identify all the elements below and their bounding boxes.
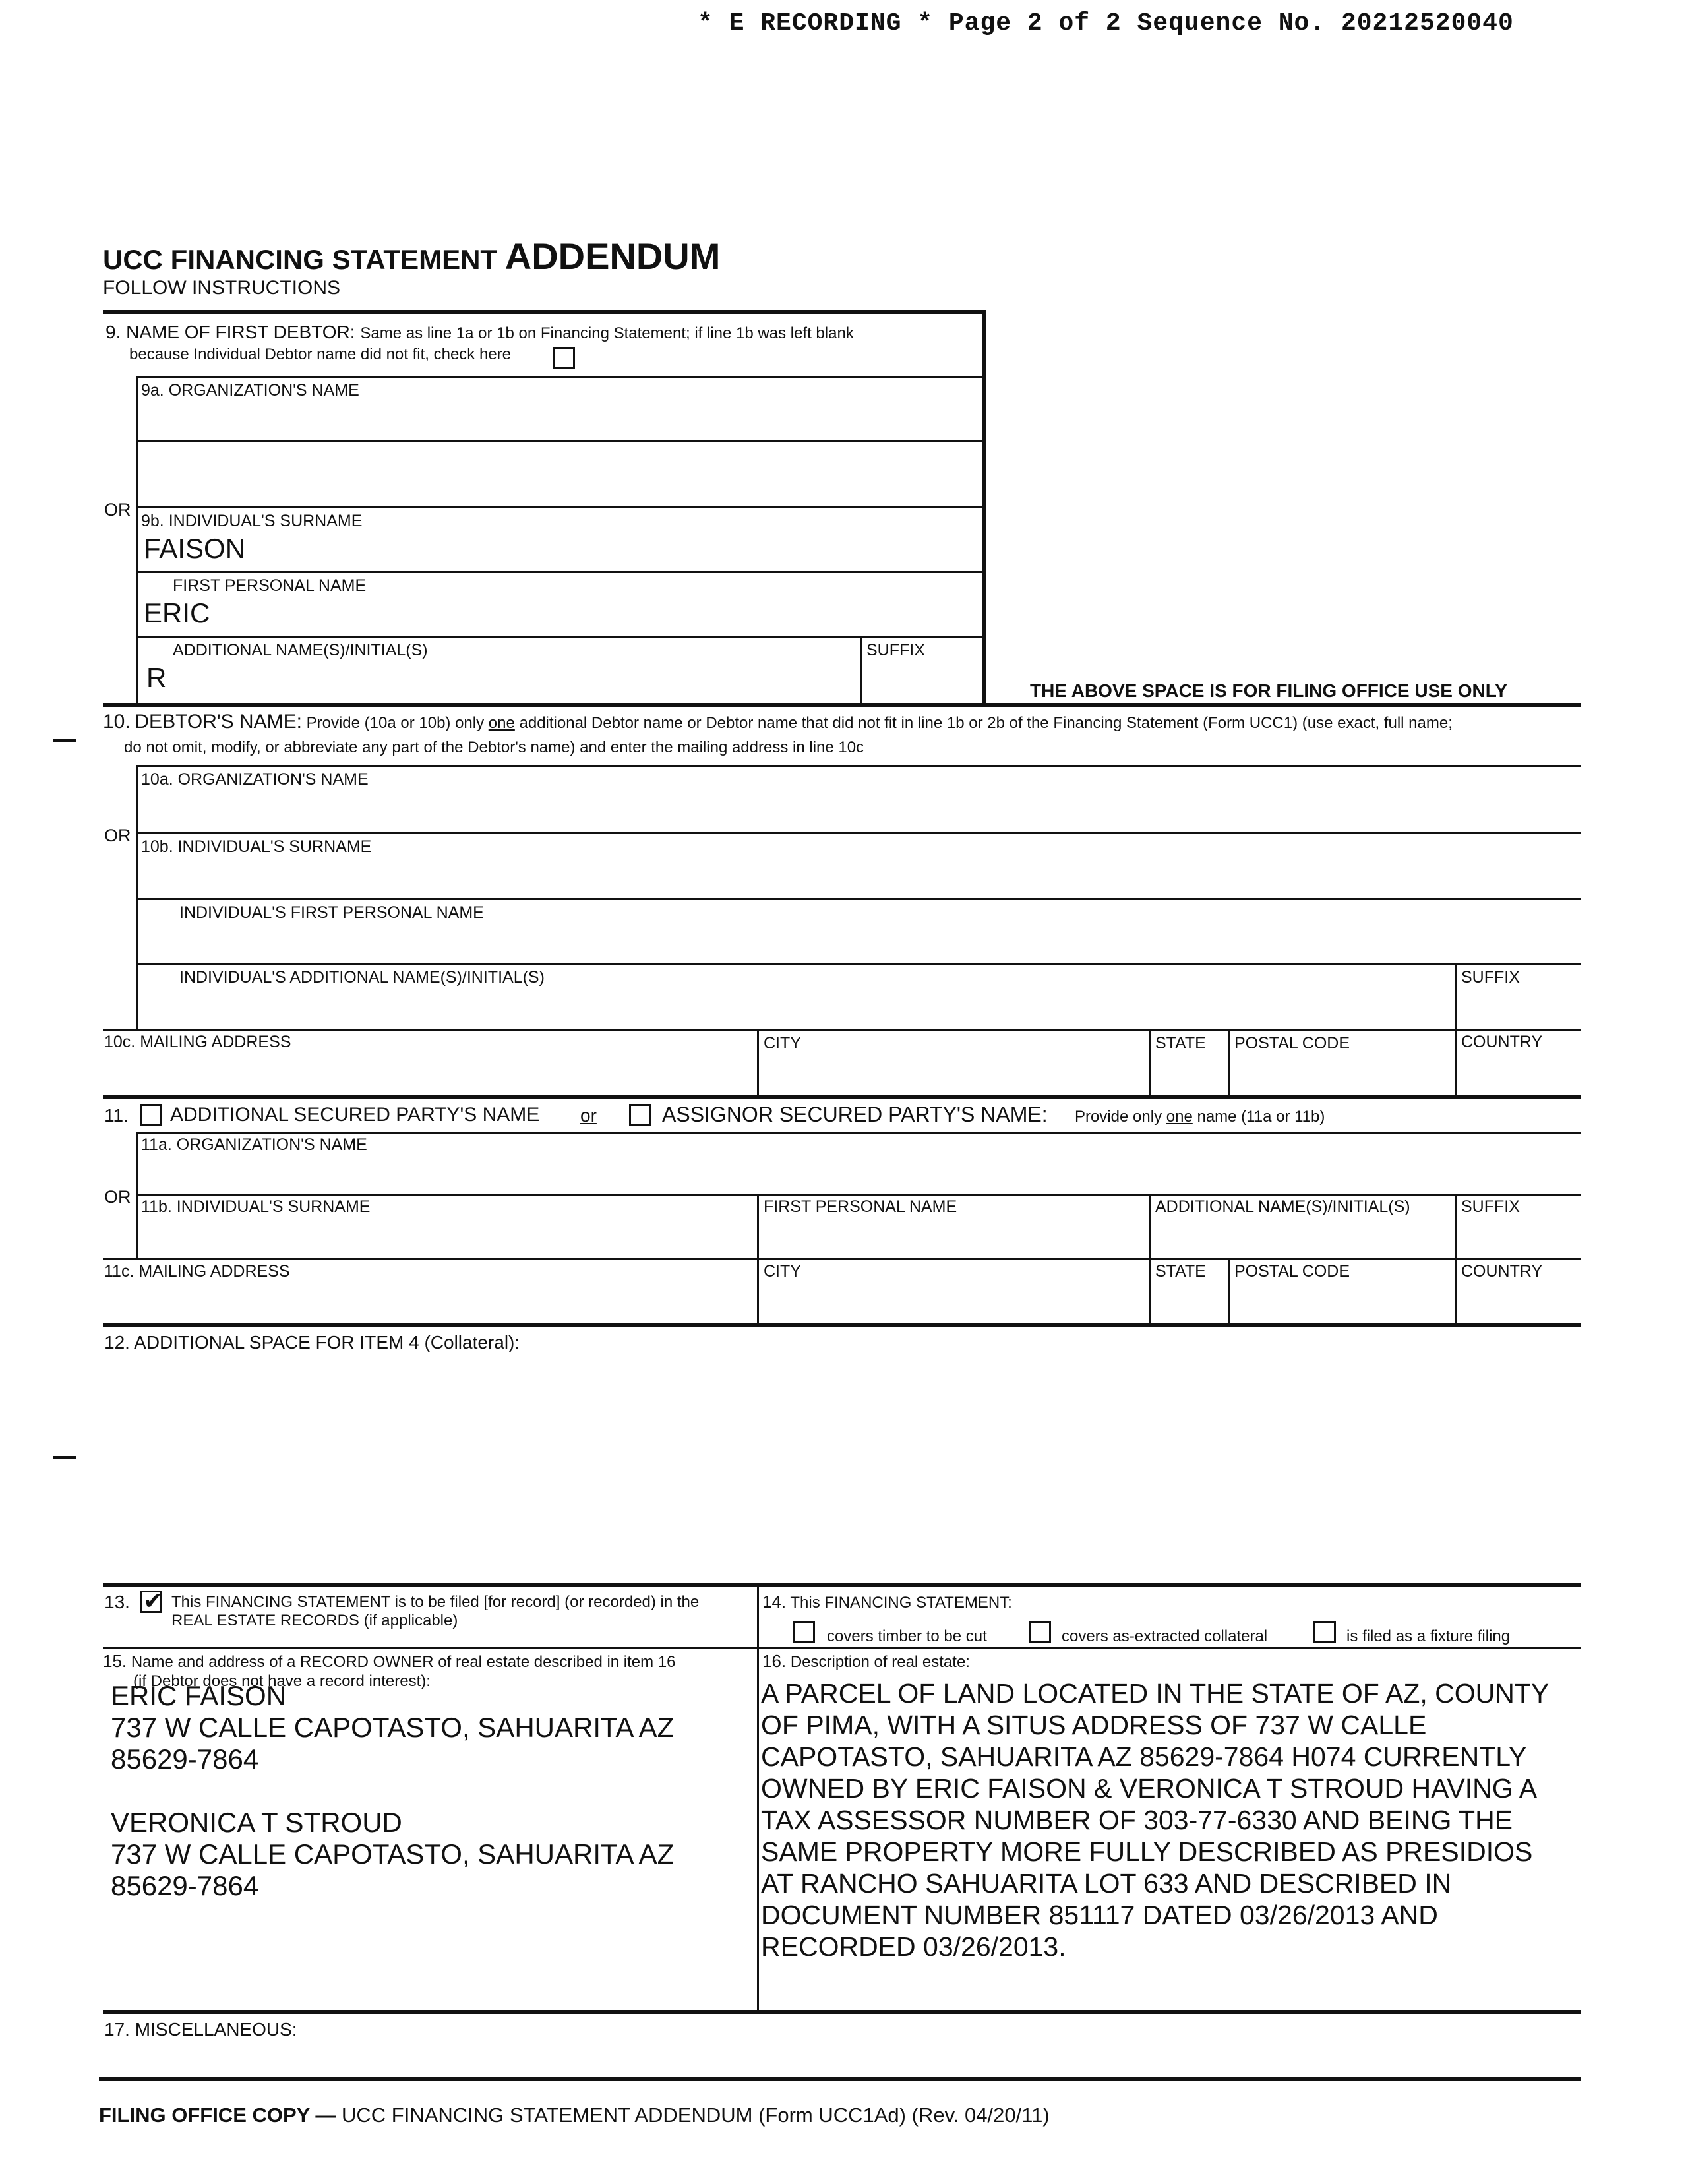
s11-additional-checkbox[interactable]	[140, 1104, 162, 1126]
s11-note	[1075, 1108, 1325, 1126]
s11-note-b: name (11a or 11b)	[1192, 1108, 1325, 1126]
s14-opt3: is filed as a fixture filing	[1346, 1627, 1511, 1645]
form-title-addendum: ADDENDUM	[504, 235, 721, 277]
s9b-surname-value: FAISON	[144, 533, 246, 564]
s9-or: OR	[104, 500, 131, 520]
s15-owners	[111, 1680, 674, 1902]
s9-line	[136, 636, 984, 638]
s9a-label: 9a. ORGANIZATION'S NAME	[141, 381, 359, 400]
s10-line1u: one	[488, 714, 515, 732]
s15-label	[103, 1651, 676, 1672]
s16-line: RECORDED 03/26/2013.	[761, 1931, 1066, 1962]
s13-top-border	[103, 1583, 1581, 1587]
s10-line	[136, 832, 1581, 834]
s15-owner1-addr2: 85629-7864	[111, 1744, 259, 1774]
s13-real-estate-checkbox[interactable]	[140, 1591, 162, 1613]
follow-instructions: FOLLOW INSTRUCTIONS	[103, 277, 341, 299]
s10-num: 10.	[103, 711, 131, 733]
s10-line	[136, 963, 1581, 965]
s11-note-a: Provide only	[1075, 1108, 1166, 1126]
s11-assignor-checkbox[interactable]	[629, 1104, 651, 1126]
s16-line: SAME PROPERTY MORE FULLY DESCRIBED AS PRESIDIOS	[761, 1836, 1533, 1867]
s10-country-divider	[1455, 1029, 1457, 1095]
s11-left-border	[136, 1132, 138, 1259]
s10-additional-label: INDIVIDUAL'S ADDITIONAL NAME(S)/INITIAL(S)	[179, 968, 545, 986]
s10c-label: 10c. MAILING ADDRESS	[104, 1033, 291, 1051]
s9-note: Same as line 1a or 1b on Financing Statement; if line 1b was left blank	[360, 324, 854, 342]
s11-num: 11.	[104, 1105, 129, 1126]
s16-line: AT RANCHO SAHUARITA LOT 633 AND DESCRIBED IN	[761, 1868, 1452, 1898]
s11-note-u: one	[1166, 1108, 1193, 1126]
s9-line	[136, 571, 984, 573]
s10-top-border	[103, 703, 1581, 707]
s9-additional-label: ADDITIONAL NAME(S)/INITIAL(S)	[173, 641, 428, 659]
s11-state-label: STATE	[1155, 1262, 1206, 1281]
s9-top-border	[103, 310, 986, 314]
s9-line	[136, 376, 984, 378]
s15-label-text: Name and address of a RECORD OWNER of real estate described in item 16	[131, 1653, 676, 1671]
s14-as-extracted-checkbox[interactable]	[1029, 1621, 1051, 1643]
s11-or-word: or	[580, 1105, 597, 1126]
s10-line2: do not omit, modify, or abbreviate any part of the Debtor's name) and enter the mailing address in line 10c	[124, 739, 864, 756]
s14-opt2: covers as-extracted collateral	[1062, 1627, 1268, 1645]
s10a-label: 10a. ORGANIZATION'S NAME	[141, 770, 369, 789]
s16-line: OWNED BY ERIC FAISON & VERONICA T STROUD HAVING A	[761, 1773, 1538, 1804]
s9-heading-label: 9. NAME OF FIRST DEBTOR:	[106, 322, 355, 342]
margin-mark	[53, 1456, 76, 1459]
s11-postal-divider	[1228, 1258, 1230, 1323]
s11-city-label: CITY	[764, 1262, 801, 1281]
s11-or: OR	[104, 1187, 131, 1207]
s10-suffix-divider	[1455, 963, 1457, 1030]
form-title-main: UCC FINANCING STATEMENT	[103, 244, 498, 275]
recording-header: * E RECORDING * Page 2 of 2 Sequence No. 20212520040	[698, 9, 1514, 38]
s10-left-border	[136, 765, 138, 1030]
s14-label-text: This FINANCING STATEMENT:	[790, 1594, 1012, 1612]
s9-line	[136, 506, 984, 508]
s14-timber-checkbox[interactable]	[793, 1621, 815, 1643]
s9-first-value: ERIC	[144, 597, 210, 628]
s11c-label: 11c. MAILING ADDRESS	[104, 1262, 290, 1281]
s10-line	[136, 765, 1581, 767]
s10-line1a: Provide (10a or 10b) only	[306, 714, 489, 732]
s10-country-label: COUNTRY	[1461, 1033, 1543, 1051]
s16-line: TAX ASSESSOR NUMBER OF 303-77-6330 AND BEING THE	[761, 1805, 1513, 1835]
s9-line	[136, 440, 984, 442]
s15-top-border	[103, 1647, 1581, 1649]
s11a-label: 11a. ORGANIZATION'S NAME	[141, 1136, 367, 1154]
s15-owner1-name: ERIC FAISON	[111, 1680, 287, 1711]
s16-num: 16.	[762, 1651, 787, 1671]
footer-rest: UCC FINANCING STATEMENT ADDENDUM (Form UCC1Ad) (Rev. 04/20/11)	[336, 2104, 1050, 2127]
s14-num: 14.	[762, 1592, 787, 1612]
footer	[99, 2104, 1050, 2127]
s11-line	[136, 1132, 1581, 1134]
s9-first-label: FIRST PERSONAL NAME	[173, 576, 367, 595]
s16-description	[761, 1678, 1549, 1962]
s10-line	[103, 1029, 1581, 1031]
s14-fixture-checkbox[interactable]	[1313, 1621, 1336, 1643]
form-title	[103, 235, 720, 278]
s9-heading	[106, 322, 854, 343]
s9b-label: 9b. INDIVIDUAL'S SURNAME	[141, 512, 363, 530]
s9-additional-value: R	[146, 662, 167, 693]
s11b-label: 11b. INDIVIDUAL'S SURNAME	[141, 1198, 371, 1216]
s15-owner1-addr1: 737 W CALLE CAPOTASTO, SAHUARITA AZ	[111, 1712, 675, 1743]
s15-owner2-addr1: 737 W CALLE CAPOTASTO, SAHUARITA AZ	[111, 1838, 675, 1869]
s13-line2: REAL ESTATE RECORDS (if applicable)	[171, 1612, 458, 1629]
s15-spacer	[111, 1775, 674, 1807]
s10b-label: 10b. INDIVIDUAL'S SURNAME	[141, 837, 372, 856]
s10-postal-divider	[1228, 1029, 1230, 1095]
s13-line1: This FINANCING STATEMENT is to be filed [for record] (or recorded) in the	[171, 1593, 700, 1611]
s14-label	[762, 1592, 1012, 1612]
s10-state-label: STATE	[1155, 1034, 1206, 1052]
s11-suffix-label: SUFFIX	[1461, 1198, 1520, 1216]
s16-label-text: Description of real estate:	[790, 1653, 970, 1671]
s10-line	[136, 898, 1581, 900]
s11-country-label: COUNTRY	[1461, 1262, 1543, 1281]
s11-line	[103, 1258, 1581, 1260]
s10-state-divider	[1149, 1029, 1151, 1095]
s16-line: CAPOTASTO, SAHUARITA AZ 85629-7864 H074 CURRENTLY	[761, 1742, 1527, 1772]
s10-head: DEBTOR'S NAME:	[135, 711, 302, 733]
s9-same-as-checkbox[interactable]	[553, 347, 575, 369]
s9-suffix-label: SUFFIX	[866, 641, 925, 659]
s17-top-border	[103, 2010, 1581, 2014]
s11-additional-label: ADDITIONAL SECURED PARTY'S NAME	[170, 1104, 540, 1126]
s15-owner2-name: VERONICA T STROUD	[111, 1807, 402, 1838]
s16-line: A PARCEL OF LAND LOCATED IN THE STATE OF AZ, COUNTY	[761, 1678, 1550, 1709]
s17-bottom-border	[99, 2077, 1581, 2081]
s11-postal-label: POSTAL CODE	[1234, 1262, 1350, 1281]
s10-heading	[103, 711, 1453, 733]
margin-mark	[53, 739, 76, 742]
s11-additional-label2: ADDITIONAL NAME(S)/INITIAL(S)	[1155, 1198, 1410, 1216]
s10-line1b: additional Debtor name or Debtor name that did not fit in line 1b or 2b of the Financing Statement (Form UCC1) (use exact, full name;	[514, 714, 1453, 732]
footer-bold: FILING OFFICE COPY —	[99, 2104, 336, 2127]
s9-note2: because Individual Debtor name did not fit, check here	[129, 346, 512, 363]
s17-label: 17. MISCELLANEOUS:	[104, 2019, 297, 2040]
s15-num: 15.	[103, 1651, 127, 1671]
s16-line: DOCUMENT NUMBER 851117 DATED 03/26/2013 AND	[761, 1900, 1438, 1930]
s13-num: 13.	[104, 1592, 130, 1612]
s10-city-divider	[757, 1029, 759, 1095]
s9-left-border	[136, 376, 138, 706]
s16-line: OF PIMA, WITH A SITUS ADDRESS OF 737 W CALLE	[761, 1710, 1427, 1740]
s11-assignor-label: ASSIGNOR SECURED PARTY'S NAME:	[662, 1103, 1048, 1126]
s9-suffix-divider	[860, 636, 862, 706]
s10-or: OR	[104, 826, 131, 845]
s11-first-label: FIRST PERSONAL NAME	[764, 1198, 957, 1216]
s10-first-label: INDIVIDUAL'S FIRST PERSONAL NAME	[179, 903, 484, 922]
s15-owner2-addr2: 85629-7864	[111, 1870, 259, 1901]
s12-top-border	[103, 1323, 1581, 1327]
s12-label: 12. ADDITIONAL SPACE FOR ITEM 4 (Collateral):	[104, 1332, 520, 1352]
s16-label	[762, 1651, 970, 1672]
s11-top-border	[103, 1095, 1581, 1099]
s10-postal-label: POSTAL CODE	[1234, 1034, 1350, 1052]
s15-label2: (if Debtor does not have a record interest):	[133, 1672, 431, 1690]
s10-suffix-label: SUFFIX	[1461, 968, 1520, 986]
office-use-note: THE ABOVE SPACE IS FOR FILING OFFICE USE ONLY	[1030, 681, 1507, 701]
s14-opt1: covers timber to be cut	[827, 1627, 987, 1645]
s10-city-label: CITY	[764, 1034, 801, 1052]
s11-line	[136, 1194, 1581, 1196]
